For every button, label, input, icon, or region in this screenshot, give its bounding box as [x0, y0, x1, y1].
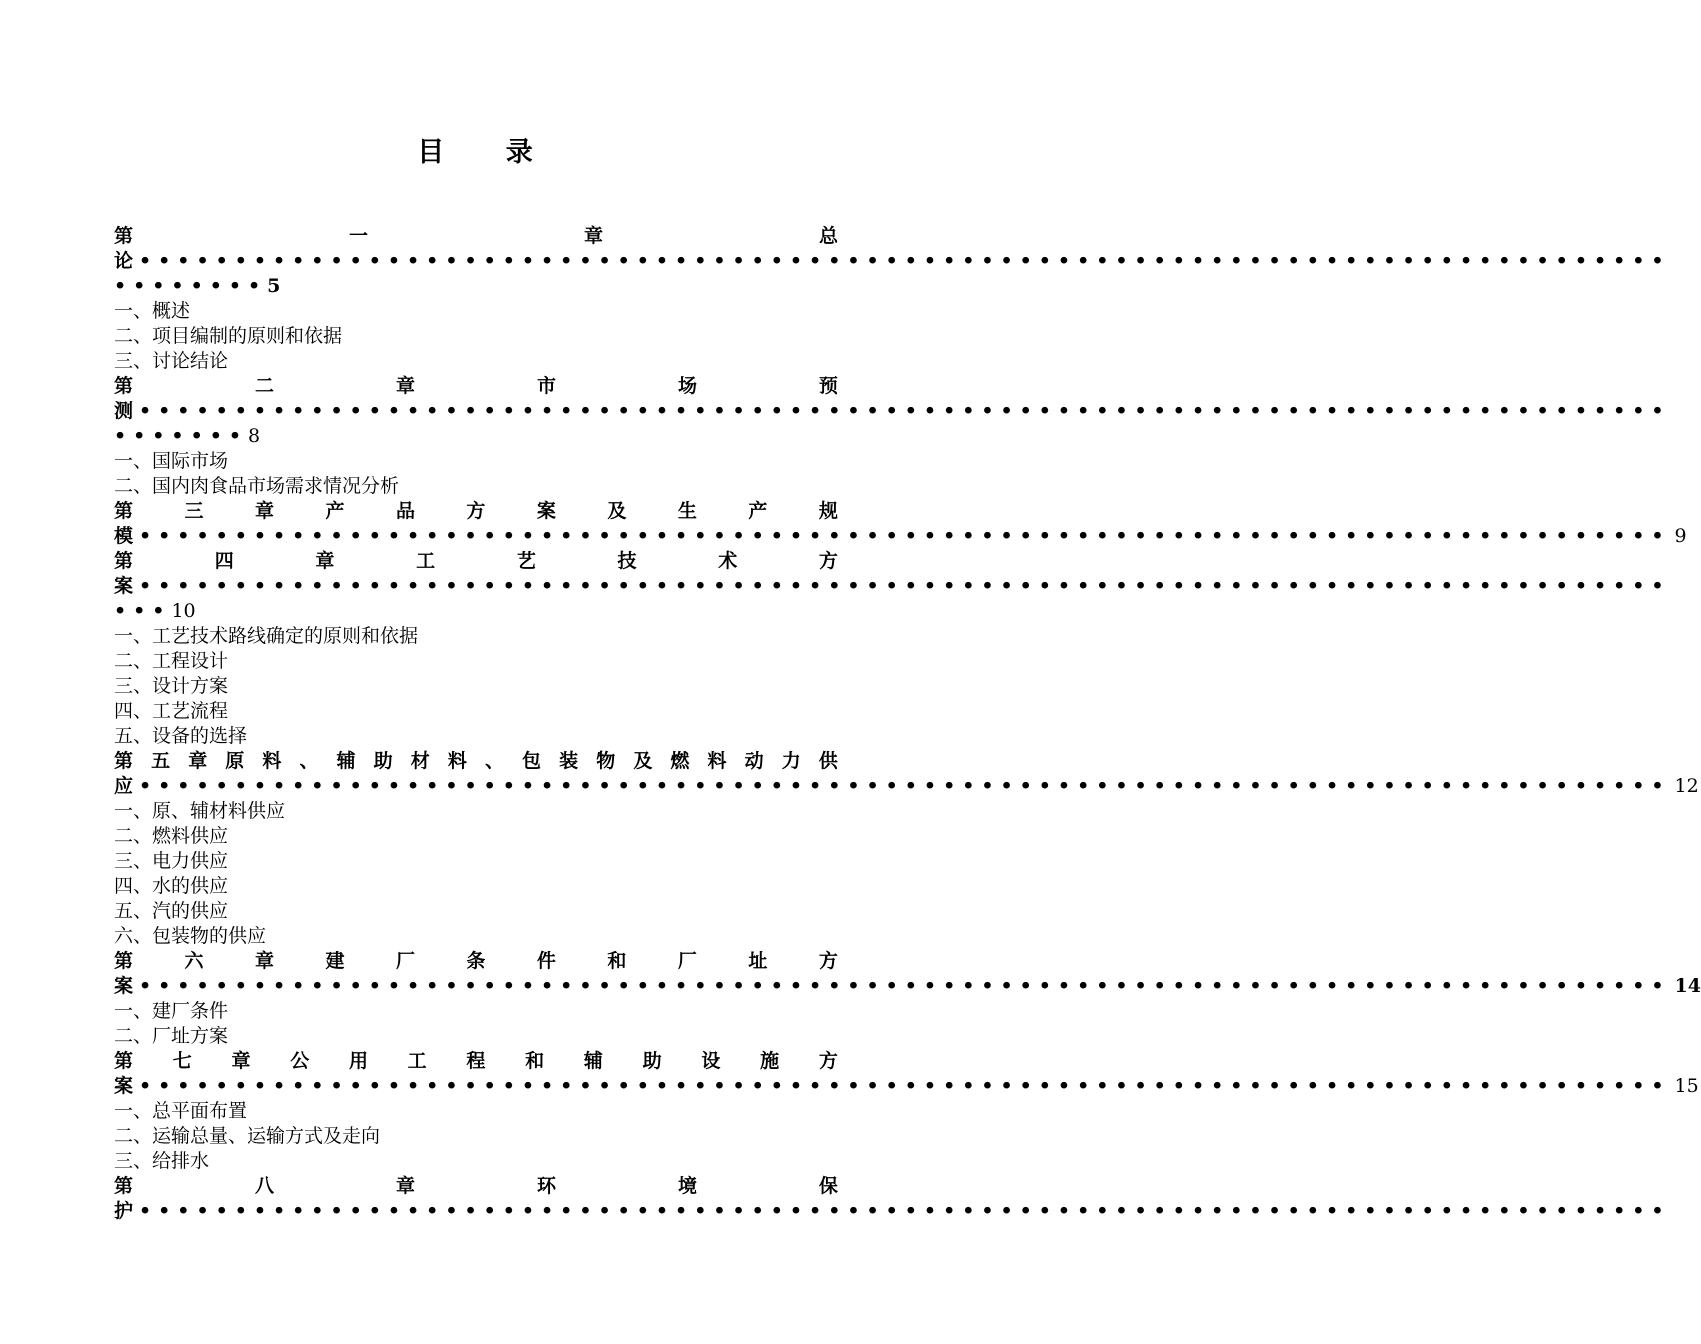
toc-heading-char: 环	[536, 1175, 556, 1197]
toc-chapter-heading[interactable]	[114, 549, 838, 574]
toc-dot-leader: ••••••••••••••••••••••••••••••••••••••••••••••••••••••••••••••••••••••••••••••••	[139, 250, 1671, 272]
toc-chapter-heading[interactable]	[114, 1174, 838, 1199]
toc-section-item[interactable]: 三、电力供应	[114, 850, 229, 872]
toc-heading-char: 用	[348, 1050, 368, 1072]
toc-heading-char: 章	[188, 750, 208, 772]
toc-heading-tail: 护	[114, 1200, 134, 1222]
toc-heading-tail: 案	[114, 975, 134, 997]
toc-page-number: 15	[1674, 1075, 1699, 1097]
toc-section-item[interactable]: 一、原、辅材料供应	[114, 800, 286, 822]
toc-section-item[interactable]: 六、包装物的供应	[114, 925, 267, 947]
table-of-contents	[114, 224, 1701, 1224]
toc-heading-char: 件	[536, 950, 556, 972]
toc-heading-char: 第	[114, 1175, 134, 1197]
toc-heading-char: 条	[466, 950, 486, 972]
toc-heading-char: 第	[114, 500, 134, 522]
toc-heading-char: 方	[818, 950, 838, 972]
toc-leader-line	[114, 574, 1671, 599]
toc-heading-tail: 应	[114, 775, 134, 797]
toc-page-number: 14	[1674, 975, 1701, 997]
toc-heading-char: 章	[315, 550, 335, 572]
toc-heading-char: 第	[114, 550, 134, 572]
toc-heading-char: 生	[677, 500, 697, 522]
toc-section-item[interactable]: 四、工艺流程	[114, 700, 229, 722]
toc-heading-char: 方	[818, 1050, 838, 1072]
toc-dot-leader: ••••••••••••••••••••••••••••••••••••••••••••••••••••••••••••••••••••••••••••••••	[139, 400, 1671, 422]
toc-heading-char: 工	[407, 1050, 427, 1072]
toc-section-item[interactable]: 一、总平面布置	[114, 1100, 248, 1122]
toc-heading-char: 术	[718, 550, 738, 572]
toc-heading-tail: 案	[114, 1075, 134, 1097]
toc-leader-line	[114, 1074, 1699, 1099]
toc-chapter-heading[interactable]	[114, 749, 838, 774]
toc-heading-char: 及	[633, 750, 653, 772]
toc-heading-tail: 测	[114, 400, 134, 422]
toc-page-number: 5	[267, 275, 281, 297]
toc-heading-char: 境	[677, 1175, 697, 1197]
toc-heading-char: 四	[214, 550, 234, 572]
toc-heading-char: 施	[760, 1050, 780, 1072]
toc-heading-char: 三	[184, 500, 204, 522]
toc-heading-char: 章	[395, 1175, 415, 1197]
toc-heading-char: 章	[254, 950, 274, 972]
toc-heading-char: 一	[348, 225, 368, 247]
toc-chapter-heading[interactable]	[114, 374, 838, 399]
toc-section-item[interactable]: 三、给排水	[114, 1150, 210, 1172]
toc-heading-char: 章	[583, 225, 603, 247]
toc-heading-char: 助	[642, 1050, 662, 1072]
toc-heading-char: 动	[744, 750, 764, 772]
toc-heading-char: 六	[184, 950, 204, 972]
toc-heading-char: 第	[114, 750, 134, 772]
toc-heading-char: 设	[701, 1050, 721, 1072]
toc-section-item[interactable]: 五、汽的供应	[114, 900, 229, 922]
toc-heading-char: 案	[536, 500, 556, 522]
toc-heading-char: 第	[114, 375, 134, 397]
toc-heading-char: 章	[231, 1050, 251, 1072]
toc-heading-char: 章	[395, 375, 415, 397]
toc-heading-char: 料	[447, 750, 467, 772]
toc-chapter-heading[interactable]	[114, 949, 838, 974]
toc-dot-leader: •••••••	[114, 425, 249, 447]
toc-heading-char: 工	[416, 550, 436, 572]
toc-dot-leader: ••••••••	[114, 275, 268, 297]
toc-section-item[interactable]: 二、项目编制的原则和依据	[114, 325, 343, 347]
toc-section-item[interactable]: 三、设计方案	[114, 675, 229, 697]
toc-leader-line	[114, 1199, 1671, 1224]
toc-heading-char: 程	[466, 1050, 486, 1072]
page-title: 目 录	[417, 137, 559, 168]
toc-heading-char: 料	[262, 750, 282, 772]
toc-heading-char: 料	[707, 750, 727, 772]
toc-chapter-heading[interactable]	[114, 499, 838, 524]
toc-heading-char: 址	[748, 950, 768, 972]
toc-heading-char: 第	[114, 225, 134, 247]
toc-heading-char: 市	[536, 375, 556, 397]
toc-heading-char: 和	[525, 1050, 545, 1072]
toc-chapter-heading[interactable]	[114, 1049, 838, 1074]
toc-leader-line	[114, 399, 1671, 424]
toc-heading-char: 物	[596, 750, 616, 772]
toc-dot-leader: ••••••••••••••••••••••••••••••••••••••••••••••••••••••••••••••••••••••••••••••••	[139, 1200, 1671, 1222]
toc-dot-leader: ••••••••••••••••••••••••••••••••••••••••••••••••••••••••••••••••••••••••••••••••	[139, 775, 1671, 797]
toc-dot-leader: ••••••••••••••••••••••••••••••••••••••••••••••••••••••••••••••••••••••••••••••••	[139, 1075, 1671, 1097]
toc-chapter-heading[interactable]	[114, 224, 838, 249]
toc-heading-char: 场	[677, 375, 697, 397]
toc-section-item[interactable]: 一、概述	[114, 300, 191, 322]
toc-section-item[interactable]: 二、厂址方案	[114, 1025, 229, 1047]
toc-heading-char: 方	[466, 500, 486, 522]
toc-page-number: 10	[171, 600, 196, 622]
toc-heading-char: 公	[290, 1050, 310, 1072]
toc-section-item[interactable]: 二、运输总量、运输方式及走向	[114, 1125, 381, 1147]
toc-page-number: 12	[1674, 775, 1699, 797]
toc-heading-char: 五	[151, 750, 171, 772]
toc-heading-char: 八	[254, 1175, 274, 1197]
toc-heading-char: 燃	[670, 750, 690, 772]
toc-section-item[interactable]: 一、国际市场	[114, 450, 229, 472]
toc-heading-char: 辅	[583, 1050, 603, 1072]
toc-section-item[interactable]: 四、水的供应	[114, 875, 229, 897]
toc-dot-leader: •••	[114, 600, 172, 622]
toc-heading-char: 力	[781, 750, 801, 772]
toc-heading-char: 、	[299, 750, 319, 772]
toc-heading-char: 二	[254, 375, 274, 397]
toc-leader-line	[114, 274, 838, 299]
toc-heading-tail: 论	[114, 250, 134, 272]
toc-heading-char: 总	[818, 225, 838, 247]
toc-page-number: 9	[1674, 525, 1687, 547]
toc-heading-char: 预	[818, 375, 838, 397]
toc-dot-leader: ••••••••••••••••••••••••••••••••••••••••••••••••••••••••••••••••••••••••••••••••	[139, 575, 1671, 597]
toc-leader-line	[114, 424, 838, 449]
toc-heading-char: 保	[818, 1175, 838, 1197]
toc-heading-char: 产	[748, 500, 768, 522]
toc-heading-char: 规	[818, 500, 838, 522]
toc-leader-line	[114, 599, 838, 624]
toc-heading-char: 厂	[677, 950, 697, 972]
toc-heading-char: 第	[114, 1050, 134, 1072]
toc-heading-char: 包	[522, 750, 542, 772]
toc-heading-char: 辅	[336, 750, 356, 772]
toc-heading-char: 原	[225, 750, 245, 772]
toc-section-item[interactable]: 二、国内肉食品市场需求情况分析	[114, 475, 400, 497]
toc-heading-char: 产	[325, 500, 345, 522]
toc-section-item[interactable]: 二、燃料供应	[114, 825, 229, 847]
toc-heading-char: 助	[373, 750, 393, 772]
toc-heading-char: 和	[607, 950, 627, 972]
toc-section-item[interactable]: 三、讨论结论	[114, 350, 229, 372]
toc-section-item[interactable]: 一、工艺技术路线确定的原则和依据	[114, 625, 419, 647]
toc-leader-line	[114, 524, 1687, 549]
toc-dot-leader: ••••••••••••••••••••••••••••••••••••••••••••••••••••••••••••••••••••••••••••••••	[139, 975, 1671, 997]
toc-section-item[interactable]: 五、设备的选择	[114, 725, 248, 747]
toc-heading-tail: 模	[114, 525, 134, 547]
toc-heading-char: 及	[607, 500, 627, 522]
toc-leader-line	[114, 249, 1671, 274]
toc-leader-line	[114, 774, 1699, 799]
toc-section-item[interactable]: 一、建厂条件	[114, 1000, 229, 1022]
toc-heading-char: 材	[410, 750, 430, 772]
toc-heading-char: 品	[395, 500, 415, 522]
toc-heading-char: 、	[484, 750, 504, 772]
toc-heading-char: 供	[818, 750, 838, 772]
toc-heading-char: 技	[617, 550, 637, 572]
toc-heading-tail: 案	[114, 575, 134, 597]
toc-heading-char: 七	[172, 1050, 192, 1072]
toc-heading-char: 第	[114, 950, 134, 972]
toc-dot-leader: ••••••••••••••••••••••••••••••••••••••••••••••••••••••••••••••••••••••••••••••••	[139, 525, 1671, 547]
toc-heading-char: 方	[818, 550, 838, 572]
toc-heading-char: 厂	[395, 950, 415, 972]
toc-page-number: 8	[248, 425, 261, 447]
toc-section-item[interactable]: 二、工程设计	[114, 650, 229, 672]
toc-leader-line	[114, 974, 1701, 999]
toc-heading-char: 建	[325, 950, 345, 972]
toc-heading-char: 章	[254, 500, 274, 522]
toc-heading-char: 艺	[516, 550, 536, 572]
toc-heading-char: 装	[559, 750, 579, 772]
